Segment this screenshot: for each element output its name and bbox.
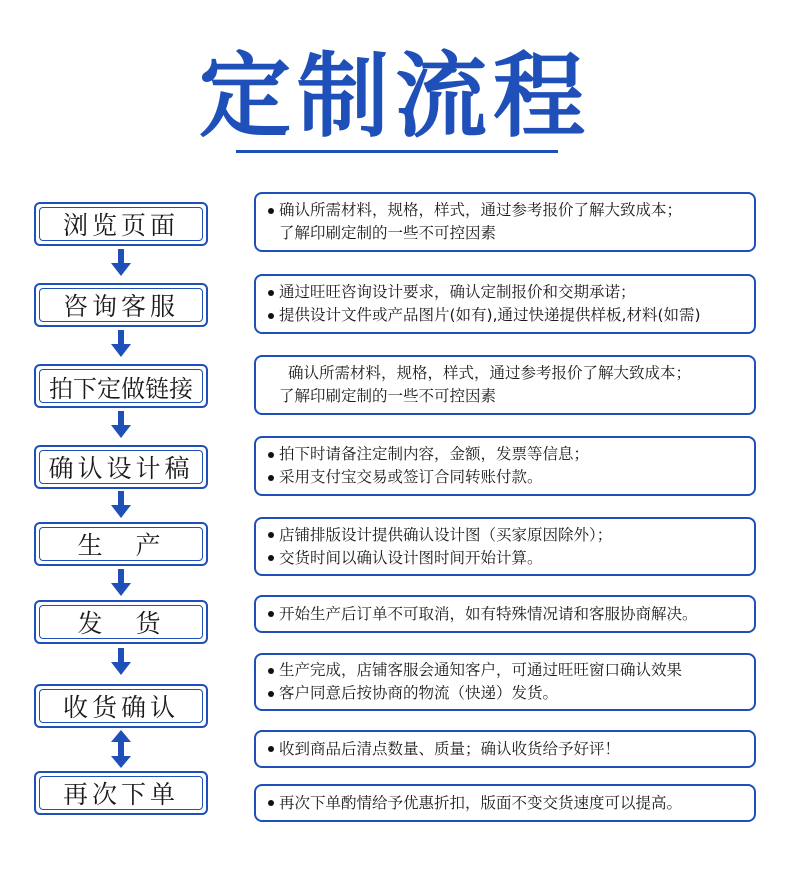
step-shipping	[34, 600, 208, 644]
desc-line: 店铺排版设计提供确认设计图（买家原因除外）；	[268, 524, 744, 547]
bullet-icon	[268, 800, 274, 806]
arrow-down-icon	[110, 411, 132, 439]
arrow-down-icon	[110, 330, 132, 358]
step-reorder	[34, 771, 208, 815]
bullet-icon	[268, 668, 274, 674]
bullet-icon	[268, 208, 274, 214]
desc-line: 拍下时请备注定制内容，金额，发票等信息；	[268, 443, 744, 466]
step-browse-page	[34, 202, 208, 246]
arrow-down-icon	[110, 648, 132, 676]
bullet-icon	[268, 555, 274, 561]
bullet-icon	[268, 452, 274, 458]
desc-reorder	[254, 784, 756, 822]
step-order-link	[34, 364, 208, 408]
step-consult-service	[34, 283, 208, 327]
bullet-icon	[268, 532, 274, 538]
desc-shipping	[254, 595, 756, 633]
step-label: 发 货	[77, 609, 165, 638]
step-receipt-confirm	[34, 684, 208, 728]
desc-line: 生产完成，店铺客服会通知客户，可通过旺旺窗口确认效果	[268, 659, 744, 682]
arrow-down-icon	[110, 491, 132, 519]
desc-line: 通过旺旺咨询设计要求，确认定制报价和交期承诺；	[268, 281, 744, 304]
step-production	[34, 522, 208, 566]
desc-line: 了解印刷定制的一些不可控因素	[279, 224, 497, 242]
step-label: 咨询客服	[62, 292, 179, 321]
bullet-icon	[268, 691, 274, 697]
step-confirm-design	[34, 445, 208, 489]
bullet-icon	[268, 290, 274, 296]
desc-line: 开始生产后订单不可取消，如有特殊情况请和客服协商解决。	[268, 603, 744, 626]
desc-line: 客户同意后按协商的物流（快递）发货。	[268, 682, 744, 705]
desc-line: 交货时间以确认设计图时间开始计算。	[268, 547, 744, 570]
desc-line: 再次下单酌情给予优惠折扣，版面不变交货速度可以提高。	[268, 792, 744, 815]
desc-confirm-design	[254, 436, 756, 496]
arrow-down-icon	[110, 249, 132, 277]
bullet-icon	[268, 313, 274, 319]
desc-browse-page	[254, 192, 756, 252]
step-label: 收货确认	[62, 693, 179, 722]
desc-order-link	[254, 355, 756, 415]
bullet-icon	[268, 475, 274, 481]
desc-line: 收到商品后清点数量、质量；确认收货给予好评！	[268, 738, 744, 761]
desc-line: 确认所需材料，规格，样式，通过参考报价了解大致成本；	[268, 199, 744, 222]
page-title: 定制流程	[198, 43, 591, 150]
desc-line: 采用支付宝交易或签订合同转账付款。	[268, 466, 744, 489]
step-label: 浏览页面	[62, 211, 179, 240]
bullet-icon	[268, 746, 274, 752]
step-label: 生 产	[77, 531, 165, 560]
desc-consult-service	[254, 274, 756, 334]
desc-receipt-confirm	[254, 653, 756, 711]
desc-line: 确认所需材料，规格，样式，通过参考报价了解大致成本；	[288, 364, 692, 382]
desc-production	[254, 517, 756, 576]
step-label: 再次下单	[62, 780, 179, 809]
desc-check-goods	[254, 730, 756, 768]
step-label: 拍下定做链接	[49, 374, 193, 403]
step-label: 确认设计稿	[48, 454, 194, 483]
double-arrow-icon	[110, 730, 132, 768]
title-underline	[236, 150, 558, 153]
desc-line: 了解印刷定制的一些不可控因素	[279, 387, 497, 405]
bullet-icon	[268, 611, 274, 617]
desc-line: 提供设计文件或产品图片(如有),通过快递提供样板,材料(如需)	[268, 304, 744, 327]
arrow-down-icon	[110, 569, 132, 597]
